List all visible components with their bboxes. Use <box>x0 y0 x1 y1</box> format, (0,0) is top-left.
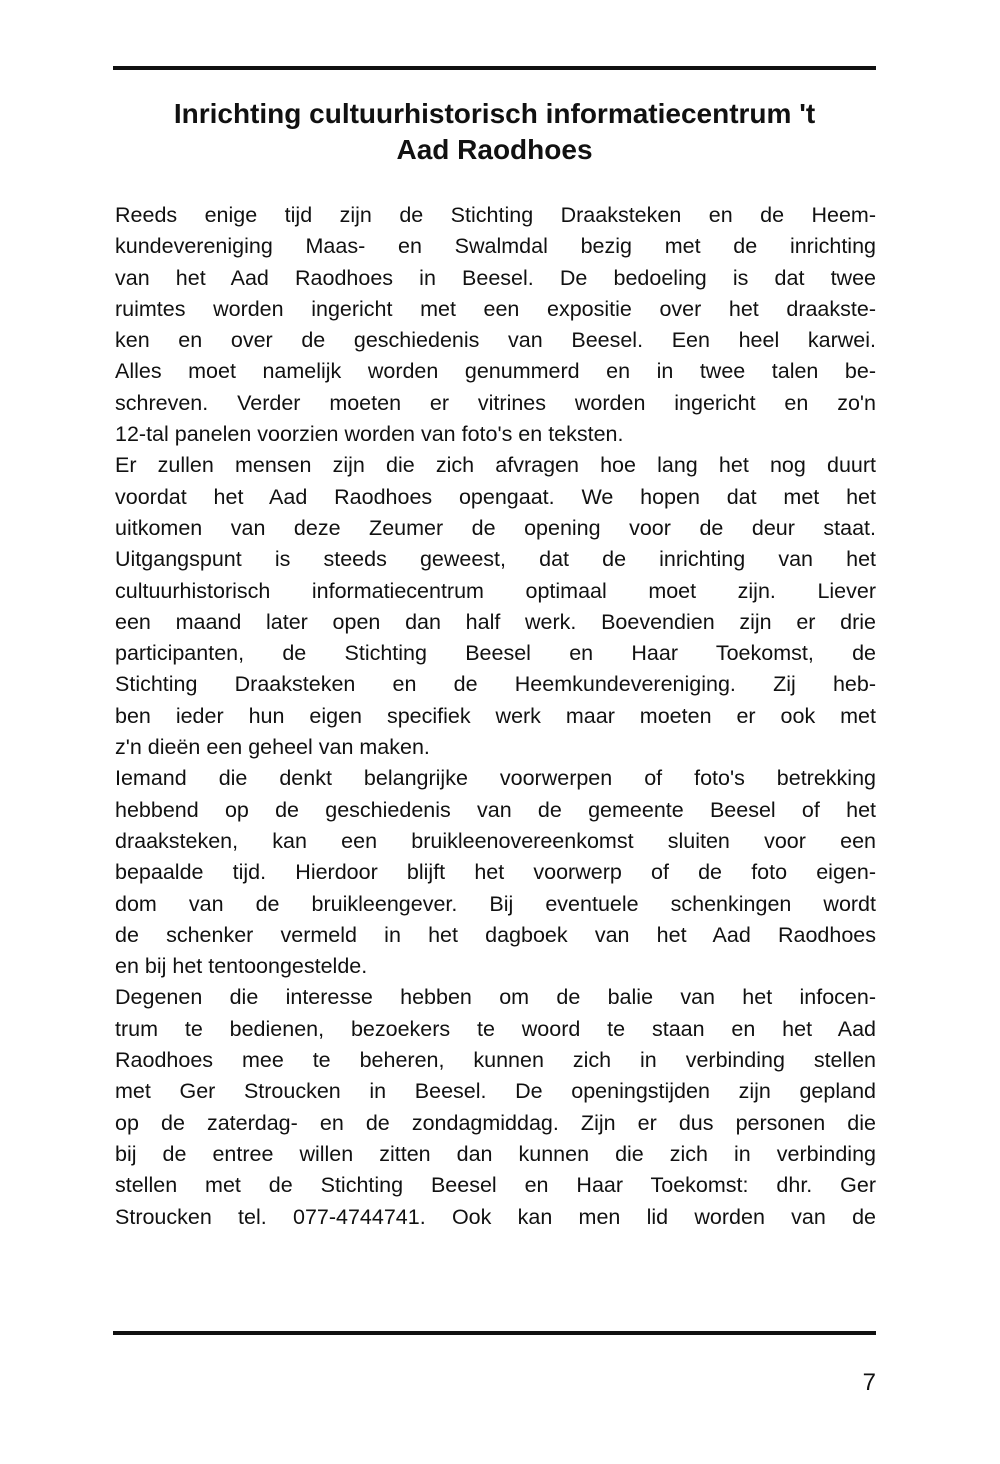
body-line: dom van de bruikleengever. Bij eventuele schenkingen wordt <box>115 891 876 916</box>
body-line: met Ger Stroucken in Beesel. De openingstijden zijn gepland <box>115 1079 876 1104</box>
article-body <box>115 200 876 1233</box>
body-line: schreven. Verder moeten er vitrines worden ingericht en zo'n <box>115 390 876 415</box>
body-line: cultuurhistorisch informatiecentrum optimaal moet zijn. Liever <box>115 578 876 603</box>
body-line: 12-tal panelen voorzien worden van foto's en teksten. <box>115 422 624 447</box>
bottom-rule <box>113 1331 876 1335</box>
body-line: de schenker vermeld in het dagboek van het Aad Raodhoes <box>115 922 876 947</box>
body-line: hebbend op de geschiedenis van de gemeente Beesel of het <box>115 797 876 822</box>
article-title <box>113 96 876 168</box>
body-line: Er zullen mensen zijn die zich afvragen hoe lang het nog duurt <box>115 453 876 478</box>
body-line: stellen met de Stichting Beesel en Haar Toekomst: dhr. Ger <box>115 1173 876 1198</box>
body-line: ben ieder hun eigen specifiek werk maar moeten er ook met <box>115 703 876 728</box>
body-line: ruimtes worden ingericht met een expositie over het draakste- <box>115 296 876 321</box>
body-line: bij de entree willen zitten dan kunnen die zich in verbinding <box>115 1141 876 1166</box>
top-rule <box>113 66 876 70</box>
body-line: een maand later open dan half werk. Boevendien zijn er drie <box>115 609 876 634</box>
body-line: uitkomen van deze Zeumer de opening voor de deur staat. <box>115 515 876 540</box>
page-number: 7 <box>862 1369 876 1396</box>
body-line: Reeds enige tijd zijn de Stichting Draaksteken en de Heem- <box>115 203 876 227</box>
body-line: Stichting Draaksteken en de Heemkundevereniging. Zij heb- <box>115 672 876 697</box>
body-line: Degenen die interesse hebben om de balie van het infocen- <box>115 985 876 1010</box>
body-line: draaksteken, kan een bruikleenovereenkomst sluiten voor een <box>115 828 876 853</box>
body-line: ken en over de geschiedenis van Beesel. Een heel karwei. <box>115 328 876 353</box>
body-line: trum te bedienen, bezoekers te woord te staan en het Aad <box>115 1016 876 1041</box>
body-line: z'n dieën een geheel van maken. <box>115 735 430 760</box>
body-line: voordat het Aad Raodhoes opengaat. We hopen dat met het <box>115 484 876 509</box>
body-line: op de zaterdag- en de zondagmiddag. Zijn er dus personen die <box>115 1110 876 1135</box>
body-line: en bij het tentoongestelde. <box>115 954 368 979</box>
body-line: kundevereniging Maas- en Swalmdal bezig met de inrichting <box>115 234 876 259</box>
body-line: Alles moet namelijk worden genummerd en in twee talen be- <box>115 359 876 384</box>
body-line: bepaalde tijd. Hierdoor blijft het voorwerp of de foto eigen- <box>115 860 876 885</box>
body-line: van het Aad Raodhoes in Beesel. De bedoeling is dat twee <box>115 265 876 290</box>
body-line: Uitgangspunt is steeds geweest, dat de inrichting van het <box>115 547 876 572</box>
body-line: Iemand die denkt belangrijke voorwerpen of foto's betrekking <box>115 766 876 791</box>
body-line: Stroucken tel. 077-4744741. Ook kan men lid worden van de <box>115 1204 876 1229</box>
article-title-line: Inrichting cultuurhistorisch informatiecentrum 't <box>173 98 816 129</box>
body-line: Raodhoes mee te beheren, kunnen zich in verbinding stellen <box>115 1048 876 1073</box>
body-line: participanten, de Stichting Beesel en Haar Toekomst, de <box>115 641 876 666</box>
article-title-line: Aad Raodhoes <box>396 134 593 165</box>
